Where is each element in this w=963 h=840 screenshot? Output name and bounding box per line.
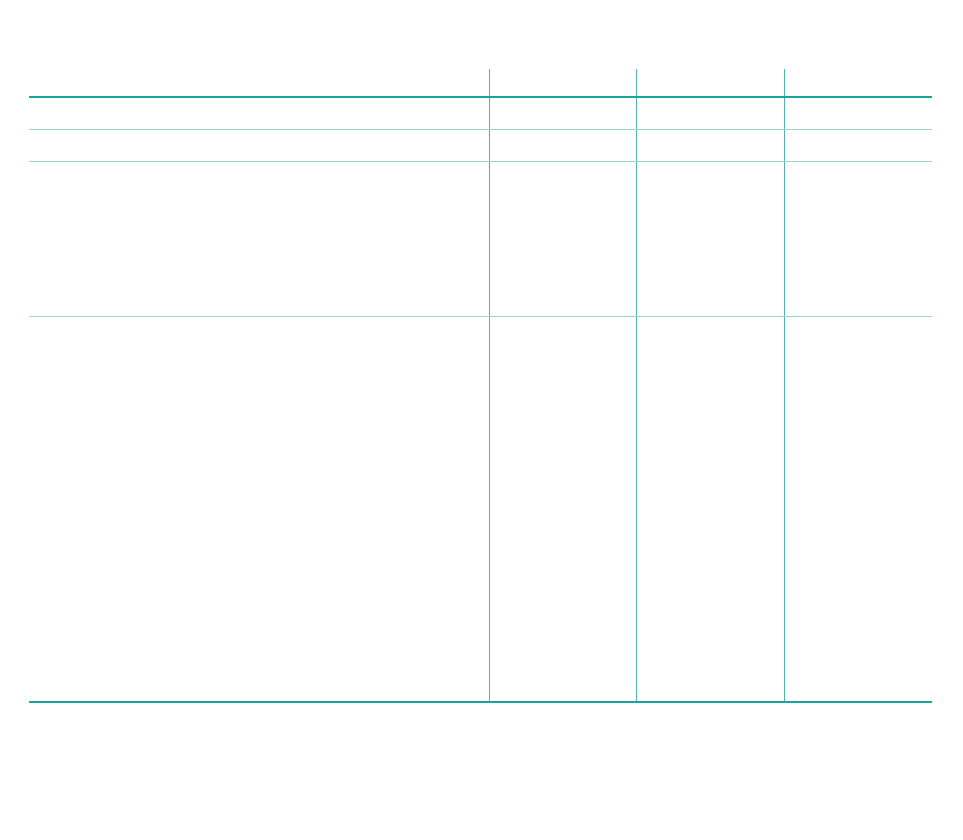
column-divider [784, 69, 785, 703]
abbreviations [29, 758, 939, 796]
column-divider [636, 69, 637, 703]
row-rule [29, 161, 932, 162]
header-rule [29, 96, 932, 98]
header-median [489, 74, 636, 94]
row-rule [29, 129, 932, 130]
header-range [784, 74, 932, 94]
table-title [29, 26, 41, 50]
header-iqr [636, 74, 784, 94]
column-divider [489, 69, 490, 703]
table-bottom-rule [29, 701, 932, 703]
row-rule [29, 316, 932, 317]
patients-table [29, 69, 932, 703]
